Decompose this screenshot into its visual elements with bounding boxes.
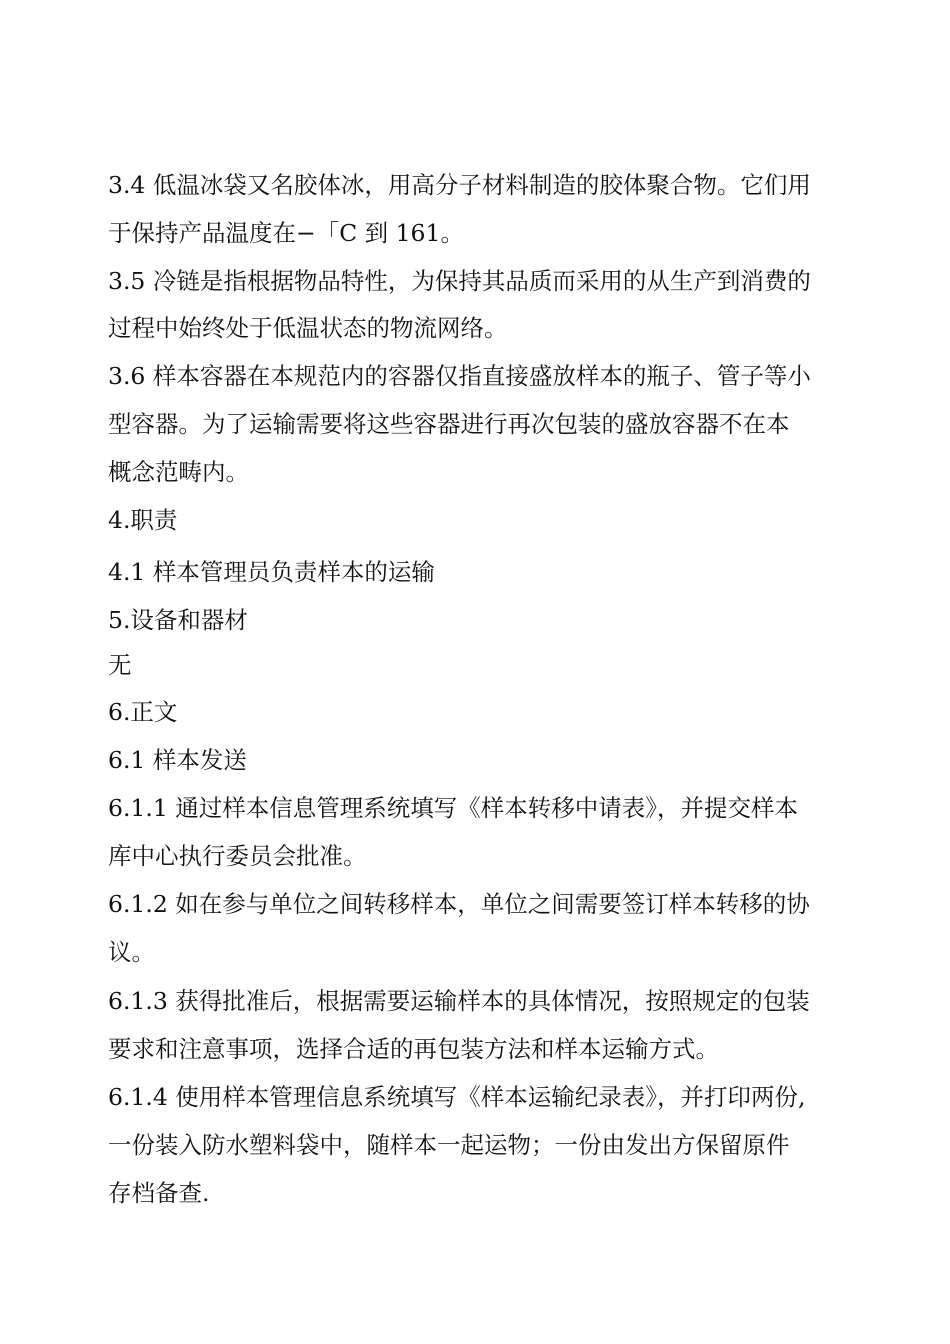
heading-5-equipment: 5.设备和器材 [108, 606, 248, 634]
equipment-none-text: 无 [108, 651, 132, 679]
section-6-1-4-line-2: 一份装入防水塑料袋中，随样本一起运物；一份由发出方保留原件 [108, 1131, 790, 1159]
section-6-1-4-line-3: 存档备查. [108, 1179, 210, 1207]
section-6-1-1-line-1: 6.1.1 通过样本信息管理系统填写《样本转移中请表》，并提交样本 [108, 794, 799, 822]
section-3-6-line-2: 型容器。为了运输需要将这些容器进行再次包装的盛放容器不在本 [108, 410, 790, 438]
section-6-1-3-line-1: 6.1.3 获得批准后，根据需要运输样本的具体情况，按照规定的包装 [108, 987, 810, 1015]
heading-6-main-text: 6.正文 [108, 698, 178, 726]
section-4-1-line: 4.1 样本管理员负责样本的运输 [108, 558, 435, 586]
heading-4-responsibilities: 4.职责 [108, 506, 178, 534]
section-3-6-line-3: 概念范畴内。 [108, 458, 249, 486]
section-3-5-line-1: 3.5 冷链是指根据物品特性，为保持其品质而采用的从生产到消费的 [108, 267, 811, 295]
section-3-5-line-2: 过程中始终处于低温状态的物流网络。 [108, 314, 508, 342]
section-6-1-4-line-1: 6.1.4 使用样本管理信息系统填写《样本运输纪录表》，并打印两份, [108, 1083, 806, 1111]
section-3-4-line-2: 于保持产品温度在−「C 到 161。 [108, 219, 464, 247]
section-6-1-3-line-2: 要求和注意事项，选择合适的再包装方法和样本运输方式。 [108, 1035, 719, 1063]
heading-6-1-sample-sending: 6.1 样本发送 [108, 746, 247, 774]
section-3-6-line-1: 3.6 样本容器在本规范内的容器仅指直接盛放样本的瓶子、管子等小 [108, 362, 811, 390]
section-3-4-line-1: 3.4 低温冰袋又名胶体冰，用高分子材料制造的胶体聚合物。它们用 [108, 171, 811, 199]
section-6-1-1-line-2: 库中心执行委员会批准。 [108, 842, 367, 870]
section-6-1-2-line-1: 6.1.2 如在参与单位之间转移样本，单位之间需要签订样本转移的协 [108, 890, 810, 918]
section-6-1-2-line-2: 议。 [108, 938, 155, 966]
